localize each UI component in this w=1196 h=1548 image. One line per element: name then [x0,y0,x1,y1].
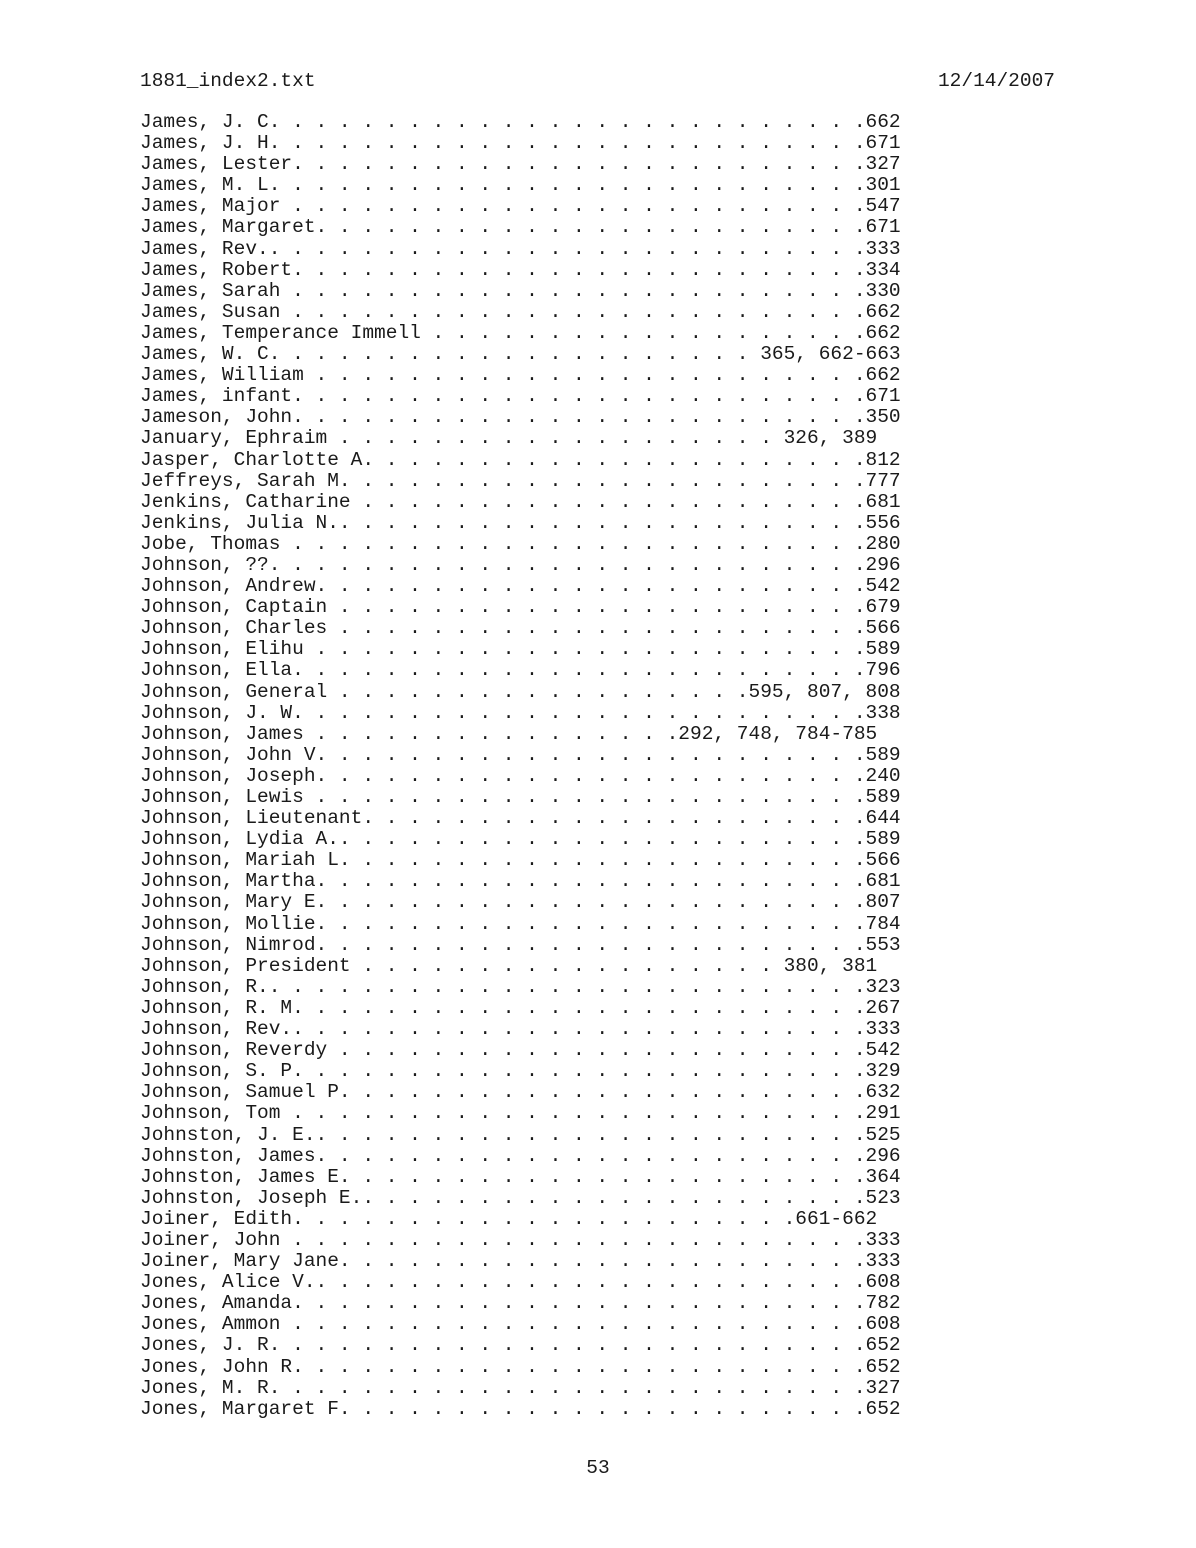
index-entry: Johnston, James E. . . . . . . . . . . . . . . . . . . . . . .364 [140,1166,901,1188]
index-entry: Johnson, R. M. . . . . . . . . . . . . . . . . . . . . . . . .267 [140,997,901,1019]
index-entry: Johnson, John V. . . . . . . . . . . . . . . . . . . . . . . .589 [140,744,901,766]
index-entry: James, William . . . . . . . . . . . . . . . . . . . . . . . .662 [140,365,901,387]
index-entry: Johnson, Mollie. . . . . . . . . . . . . . . . . . . . . . . .784 [140,913,901,935]
page-header [140,68,1055,94]
index-entry: Johnson, Charles . . . . . . . . . . . . . . . . . . . . . . .566 [140,618,901,640]
index-entry: Jasper, Charlotte A. . . . . . . . . . . . . . . . . . . . . .812 [140,449,901,471]
index-list [140,112,910,1420]
index-entry: James, J. C. . . . . . . . . . . . . . . . . . . . . . . . . .662 [140,112,901,133]
header-filename: 1881_index2.txt [140,70,316,92]
index-entry: Johnson, Elihu . . . . . . . . . . . . . . . . . . . . . . . .589 [140,639,901,661]
index-entry: Jones, M. R. . . . . . . . . . . . . . . . . . . . . . . . . .327 [140,1377,901,1399]
index-entry: Joiner, Edith. . . . . . . . . . . . . . . . . . . . . .661-662 [140,1208,878,1230]
index-entry: Johnson, Captain . . . . . . . . . . . . . . . . . . . . . . .679 [140,597,901,619]
index-entry: Joiner, Mary Jane. . . . . . . . . . . . . . . . . . . . . . .333 [140,1251,901,1273]
index-entry: Jones, J. R. . . . . . . . . . . . . . . . . . . . . . . . . .652 [140,1335,901,1357]
index-entry: Johnson, Joseph. . . . . . . . . . . . . . . . . . . . . . . .240 [140,765,901,787]
index-entry: Johnson, Lewis . . . . . . . . . . . . . . . . . . . . . . . .589 [140,787,901,808]
index-entry: Johnson, Mariah L. . . . . . . . . . . . . . . . . . . . . . .566 [140,850,901,872]
index-entry: Jeffreys, Sarah M. . . . . . . . . . . . . . . . . . . . . . .777 [140,470,901,492]
index-entry: James, Sarah . . . . . . . . . . . . . . . . . . . . . . . . .330 [140,280,901,302]
index-entry: James, J. H. . . . . . . . . . . . . . . . . . . . . . . . . .671 [140,133,901,155]
index-entry: Johnson, Andrew. . . . . . . . . . . . . . . . . . . . . . . .542 [140,576,901,598]
index-entry: Johnson, Martha. . . . . . . . . . . . . . . . . . . . . . . .681 [140,871,901,893]
index-entry: Jones, Alice V.. . . . . . . . . . . . . . . . . . . . . . . .608 [140,1272,901,1294]
index-entry: James, Major . . . . . . . . . . . . . . . . . . . . . . . . .547 [140,196,901,218]
index-entry: James, Rev.. . . . . . . . . . . . . . . . . . . . . . . . . .333 [140,238,901,260]
index-entry: James, Susan . . . . . . . . . . . . . . . . . . . . . . . . .662 [140,301,901,323]
index-entry: Johnson, Nimrod. . . . . . . . . . . . . . . . . . . . . . . .553 [140,934,901,956]
index-entry: James, Temperance Immell . . . . . . . . . . . . . . . . . . .662 [140,322,901,344]
index-entry: Jobe, Thomas . . . . . . . . . . . . . . . . . . . . . . . . .280 [140,533,901,555]
index-entry: Johnston, J. E.. . . . . . . . . . . . . . . . . . . . . . . .525 [140,1124,901,1146]
index-entry: Johnson, Tom . . . . . . . . . . . . . . . . . . . . . . . . .291 [140,1103,901,1125]
index-entry: Johnson, Lieutenant. . . . . . . . . . . . . . . . . . . . . .644 [140,808,901,830]
index-entry: Johnston, Joseph E.. . . . . . . . . . . . . . . . . . . . . .523 [140,1187,901,1209]
index-entry: Jenkins, Julia N.. . . . . . . . . . . . . . . . . . . . . . .556 [140,512,901,534]
index-entry: James, Margaret. . . . . . . . . . . . . . . . . . . . . . . .671 [140,217,901,239]
index-entry: Jones, Amanda. . . . . . . . . . . . . . . . . . . . . . . . .782 [140,1293,901,1315]
index-entry: Johnson, ??. . . . . . . . . . . . . . . . . . . . . . . . . .296 [140,554,901,576]
index-entry: James, infant. . . . . . . . . . . . . . . . . . . . . . . . .671 [140,386,901,408]
index-entry: Johnson, J. W. . . . . . . . . . . . . . . . . . . . . . . . .338 [140,702,901,724]
index-entry: Jenkins, Catharine . . . . . . . . . . . . . . . . . . . . . .681 [140,491,901,513]
index-entry: Johnson, James . . . . . . . . . . . . . . . .292, 748, 784-785 [140,723,878,745]
header-date: 12/14/2007 [937,70,1055,92]
index-entry: Jones, Margaret F. . . . . . . . . . . . . . . . . . . . . . .652 [140,1398,901,1420]
index-entry: Johnson, S. P. . . . . . . . . . . . . . . . . . . . . . . . .329 [140,1061,901,1083]
index-entry: Joiner, John . . . . . . . . . . . . . . . . . . . . . . . . .333 [140,1229,901,1251]
index-entry: Johnson, Lydia A.. . . . . . . . . . . . . . . . . . . . . . .589 [140,829,901,851]
index-entry: Johnson, General . . . . . . . . . . . . . . . . . .595, 807, 808 [140,681,901,703]
index-entry: James, Robert. . . . . . . . . . . . . . . . . . . . . . . . .334 [140,259,901,281]
index-entry: Johnson, President . . . . . . . . . . . . . . . . . . 380, 381 [140,955,878,977]
index-entry: James, W. C. . . . . . . . . . . . . . . . . . . . . 365, 662-663 [140,344,901,366]
index-entry: Jones, Ammon . . . . . . . . . . . . . . . . . . . . . . . . .608 [140,1314,901,1336]
index-entry: January, Ephraim . . . . . . . . . . . . . . . . . . . 326, 389 [140,428,878,450]
index-entry: Jones, John R. . . . . . . . . . . . . . . . . . . . . . . . .652 [140,1356,901,1378]
page-number: 53 [586,1457,610,1479]
index-entry: Johnson, Mary E. . . . . . . . . . . . . . . . . . . . . . . .807 [140,892,901,914]
index-entry: James, M. L. . . . . . . . . . . . . . . . . . . . . . . . . .301 [140,175,901,197]
index-entry: Jameson, John. . . . . . . . . . . . . . . . . . . . . . . . .350 [140,407,901,429]
index-entry: Johnson, Ella. . . . . . . . . . . . . . . . . . . . . . . . .796 [140,660,901,682]
index-entry: Johnson, Rev.. . . . . . . . . . . . . . . . . . . . . . . . .333 [140,1019,901,1041]
index-entry: Johnson, Samuel P. . . . . . . . . . . . . . . . . . . . . . .632 [140,1082,901,1104]
index-entry: James, Lester. . . . . . . . . . . . . . . . . . . . . . . . .327 [140,154,901,176]
index-entry: Johnson, R.. . . . . . . . . . . . . . . . . . . . . . . . . .323 [140,976,901,998]
index-entry: Johnston, James. . . . . . . . . . . . . . . . . . . . . . . .296 [140,1145,901,1167]
index-entry: Johnson, Reverdy . . . . . . . . . . . . . . . . . . . . . . .542 [140,1040,901,1062]
